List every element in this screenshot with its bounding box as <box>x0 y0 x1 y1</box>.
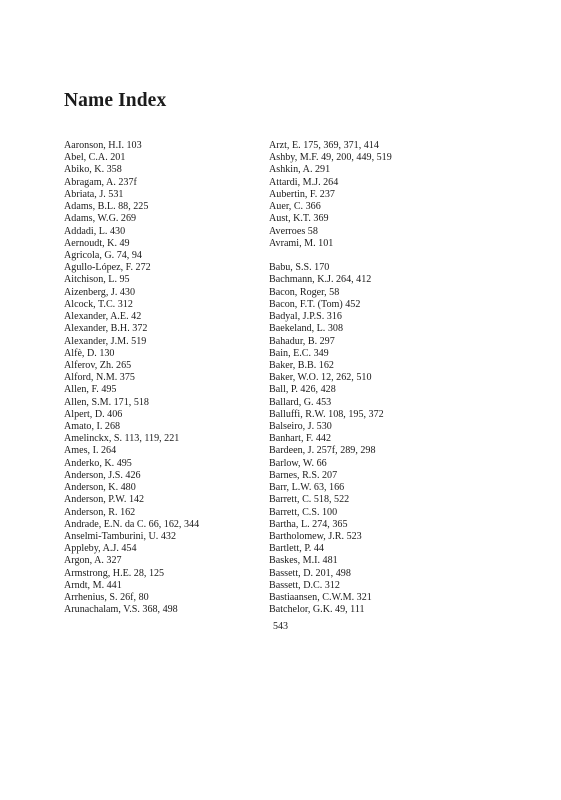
index-entry: Barrett, C. 518, 522 <box>269 494 350 506</box>
index-entry: Arrhenius, S. 26f, 80 <box>64 592 149 604</box>
index-entry: Averroes 58 <box>269 225 318 237</box>
index-entry: Aaronson, H.I. 103 <box>64 140 142 151</box>
index-entry: Bacon, F.T. (Tom) 452 <box>269 298 361 310</box>
index-entry: Attardi, M.J. 264 <box>269 176 339 188</box>
index-entry: Bahadur, B. 297 <box>269 335 335 347</box>
index-entry: Aubertin, F. 237 <box>269 188 335 200</box>
index-entry: Ball, P. 426, 428 <box>269 384 336 396</box>
index-entry: Amelinckx, S. 113, 119, 221 <box>64 433 180 445</box>
index-entry: Alferov, Zh. 265 <box>64 359 132 371</box>
index-entry: Batchelor, G.K. 49, 111 <box>269 604 365 616</box>
index-entry: Arndt, M. 441 <box>64 579 122 591</box>
index-entry: Baker, B.B. 162 <box>269 359 334 371</box>
index-entry: Badyal, J.P.S. 316 <box>269 311 342 323</box>
index-entry: Baskes, M.I. 481 <box>269 555 338 567</box>
index-entry: Anderson, R. 162 <box>64 506 136 518</box>
index-entry: Argon, A. 327 <box>64 555 122 567</box>
index-column-left <box>64 140 294 617</box>
index-entry: Balluffi, R.W. 108, 195, 372 <box>269 408 384 420</box>
index-entry: Abragam, A. 237f <box>64 176 137 188</box>
index-entry: Alfè, D. 130 <box>64 347 115 359</box>
index-entry: Barlow, W. 66 <box>269 457 327 469</box>
index-entry: Banhart, F. 442 <box>269 433 331 445</box>
index-entry: Addadi, L. 430 <box>64 225 126 237</box>
index-entry: Armstrong, H.E. 28, 125 <box>64 567 165 579</box>
index-entry: Baker, W.O. 12, 262, 510 <box>269 372 372 384</box>
index-entry: Bain, E.C. 349 <box>269 347 329 359</box>
index-entry: Ashby, M.F. 49, 200, 449, 519 <box>269 152 392 164</box>
index-entry: Bacon, Roger, 58 <box>269 286 340 298</box>
index-entry: Babu, S.S. 170 <box>269 262 330 274</box>
index-entry: Barnes, R.S. 207 <box>269 469 338 481</box>
index-entry: Auer, C. 366 <box>269 201 321 213</box>
index-entry: Anselmi-Tamburini, U. 432 <box>64 531 176 542</box>
index-entry: Aizenberg, J. 430 <box>64 286 136 298</box>
index-entry: Bartlett, P. 44 <box>269 543 324 555</box>
index-entry: Alexander, B.H. 372 <box>64 323 148 335</box>
page-title: Name Index <box>64 90 167 111</box>
index-entry: Barrett, C.S. 100 <box>269 506 338 518</box>
index-entry: Aitchison, L. 95 <box>64 274 130 286</box>
index-entry: Alexander, A.E. 42 <box>64 311 142 323</box>
index-entry: Bachmann, K.J. 264, 412 <box>269 274 372 286</box>
index-entry: Alexander, J.M. 519 <box>64 335 147 347</box>
index-entry: Agricola, G. 74, 94 <box>64 249 142 261</box>
index-entry: Anderson, K. 480 <box>64 482 136 494</box>
index-entry: Bastiaansen, C.W.M. 321 <box>269 592 372 604</box>
index-entry: Abriata, J. 531 <box>64 188 124 200</box>
index-entry: Bardeen, J. 257f, 289, 298 <box>269 445 376 457</box>
index-entry: Allen, S.M. 171, 518 <box>64 396 149 408</box>
index-entry: Adams, B.L. 88, 225 <box>64 201 149 213</box>
index-entry: Ballard, G. 453 <box>269 396 332 408</box>
index-entry: Allen, F. 495 <box>64 384 117 396</box>
index-entry: Appleby, A.J. 454 <box>64 543 137 555</box>
index-entry: Bartholomew, J.R. 523 <box>269 531 362 542</box>
index-entry: Balseiro, J. 530 <box>269 421 332 433</box>
index-entry: Amato, I. 268 <box>64 421 121 433</box>
index-entry: Alcock, T.C. 312 <box>64 298 133 310</box>
index-entry: Alford, N.M. 375 <box>64 372 135 384</box>
index-entry: Aust, K.T. 369 <box>269 213 329 225</box>
section-gap <box>269 250 499 262</box>
index-entry: Andrade, E.N. da C. 66, 162, 344 <box>64 518 200 530</box>
index-entry: Anderson, P.W. 142 <box>64 494 145 506</box>
index-entry: Ames, I. 264 <box>64 445 117 457</box>
index-entry: Barr, L.W. 63, 166 <box>269 482 345 494</box>
index-entry: Adams, W.G. 269 <box>64 213 137 225</box>
index-entry: Bassett, D.C. 312 <box>269 579 340 591</box>
index-entry: Anderko, K. 495 <box>64 457 132 469</box>
index-entry: Arunachalam, V.S. 368, 498 <box>64 604 178 616</box>
index-entry: Abel, C.A. 201 <box>64 152 126 164</box>
index-entry: Baekeland, L. 308 <box>269 323 343 335</box>
page-number: 543 <box>273 621 288 632</box>
index-entry: Aernoudt, K. 49 <box>64 237 130 249</box>
index-column-right <box>269 140 499 617</box>
index-entry: Arzt, E. 175, 369, 371, 414 <box>269 140 379 151</box>
index-entry: Ashkin, A. 291 <box>269 164 331 176</box>
index-entry: Alpert, D. 406 <box>64 408 123 420</box>
index-entry: Avrami, M. 101 <box>269 237 334 249</box>
index-entry: Abiko, K. 358 <box>64 164 122 176</box>
index-entry: Anderson, J.S. 426 <box>64 469 141 481</box>
index-entry: Bartha, L. 274, 365 <box>269 518 348 530</box>
index-entry: Bassett, D. 201, 498 <box>269 567 351 579</box>
index-entry: Agullo-López, F. 272 <box>64 262 151 274</box>
